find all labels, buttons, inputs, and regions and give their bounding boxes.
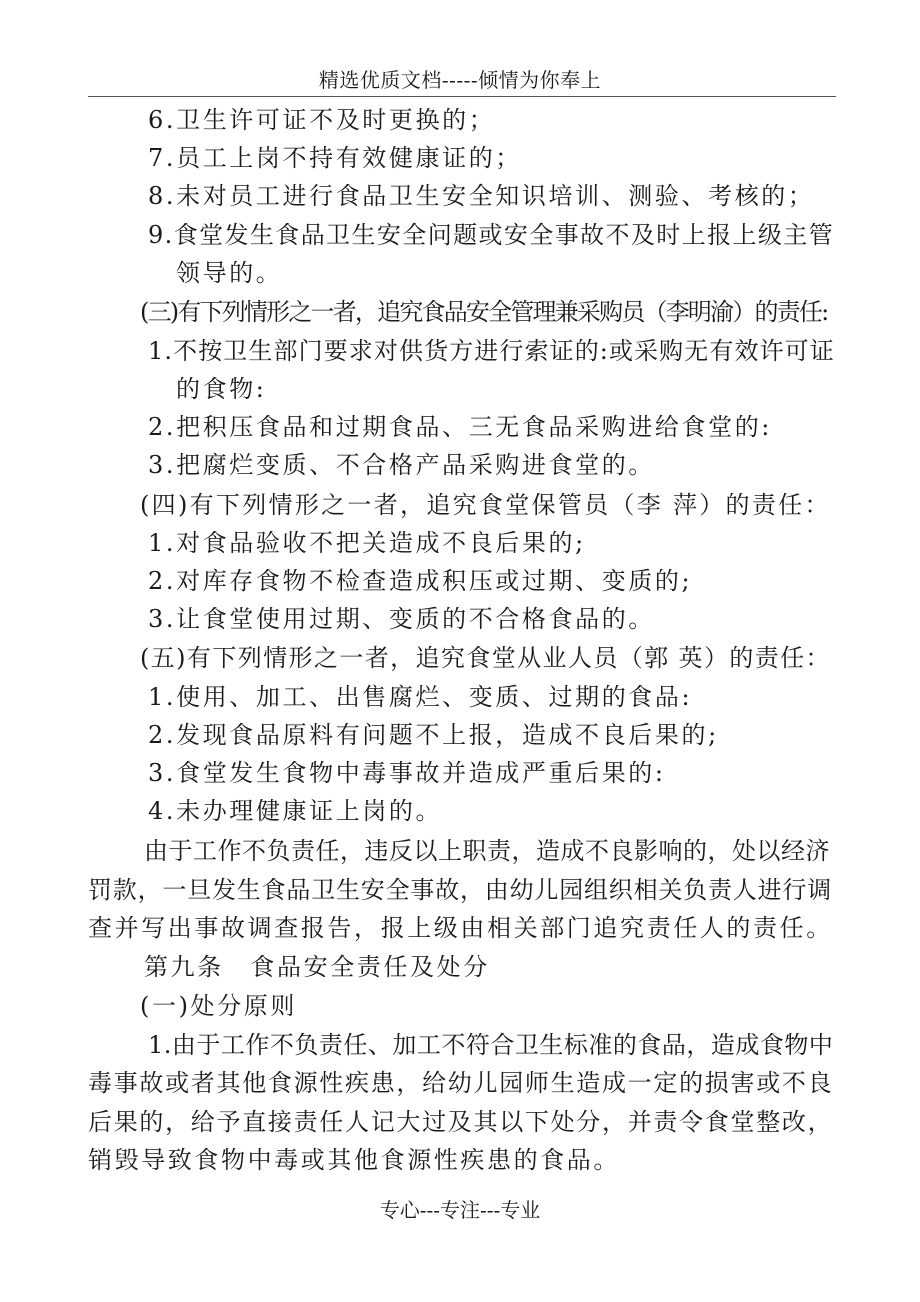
text-line: 8.未对员工进行食品卫生安全知识培训、测验、考核的； — [148, 182, 815, 210]
text-line: 后果的，给予直接责任人记大过及其以下处分，并责令食堂整改， — [88, 1108, 834, 1136]
text-line: 2.对库存食物不检查造成积压或过期、变质的; — [148, 567, 693, 595]
text-line: 1.使用、加工、出售腐烂、变质、过期的食品: — [148, 683, 693, 711]
text-line: 1.不按卫生部门要求对供货方进行索证的:或采购无有效许可证 — [148, 337, 835, 365]
text-line: 毒事故或者其他食源性疾患，给幼儿园师生造成一定的损害或不良 — [88, 1069, 834, 1097]
text-line: (四)有下列情形之一者，追究食堂保管员（李 萍）的责任： — [140, 491, 831, 519]
text-line: 1.对食品验收不把关造成不良后果的; — [148, 529, 586, 557]
text-line: 由于工作不负责任，违反以上职责，造成不良影响的，处以经济 — [144, 837, 830, 865]
text-line: 销毁导致食物中毒或其他食源性疾患的食品。 — [88, 1146, 620, 1174]
text-line: 2.发现食品原料有问题不上报，造成不良后果的; — [148, 721, 719, 749]
section-heading: 第九条 食品安全责任及处分 — [144, 953, 490, 981]
header-divider — [88, 96, 836, 97]
text-line: 罚款，一旦发生食品卫生安全事故，由幼儿园组织相关负责人进行调 — [88, 876, 832, 904]
text-line: 3.让食堂使用过期、变质的不合格食品的。 — [148, 605, 655, 633]
text-line: (五)有下列情形之一者，追究食堂从业人员（郭 英）的责任： — [140, 644, 831, 672]
text-line: (三)有下列情形之一者，追究食品安全管理兼采购员（李明渝）的责任: — [140, 298, 828, 326]
text-line: 9.食堂发生食品卫生安全问题或安全事故不及时上报上级主管 — [148, 221, 835, 249]
text-line: 4.未办理健康证上岗的。 — [148, 797, 443, 825]
subsection-heading: (一)处分原则 — [140, 992, 297, 1020]
text-line: 7.员工上岗不持有效健康证的； — [148, 144, 522, 172]
text-line: 3.食堂发生食物中毒事故并造成严重后果的: — [148, 759, 666, 787]
text-line: 1.由于工作不负责任、加工不符合卫生标准的食品，造成食物中 — [148, 1031, 834, 1059]
page-footer: 专心---专注---专业 — [379, 1198, 541, 1222]
text-line: 领导的。 — [176, 259, 283, 287]
text-line: 的食物: — [176, 375, 267, 403]
text-line: 2.把积压食品和过期食品、三无食品采购进给食堂的: — [148, 413, 772, 441]
text-line: 查并写出事故调查报告，报上级由相关部门追究责任人的责任。 — [88, 914, 833, 942]
text-line: 3.把腐烂变质、不合格产品采购进食堂的。 — [148, 451, 655, 479]
text-line: 6.卫生许可证不及时更换的； — [148, 106, 496, 134]
page-header: 精选优质文档-----倾情为你奉上 — [318, 68, 602, 92]
